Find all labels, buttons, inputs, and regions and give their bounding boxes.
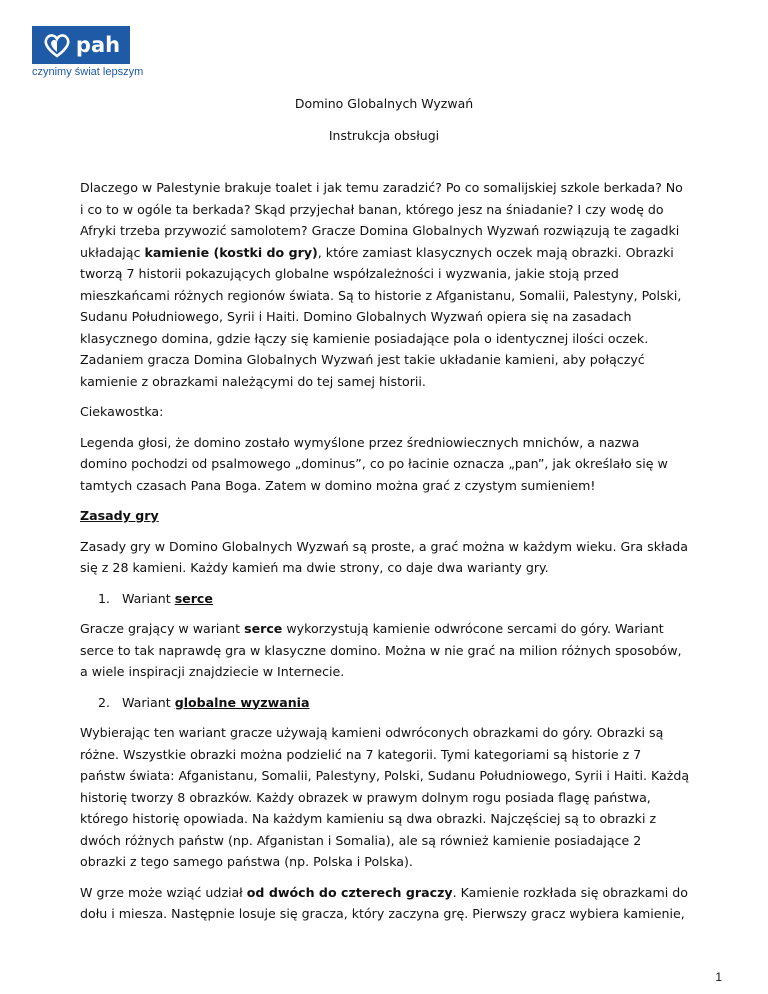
v1-text-a: Gracze grający w wariant: [80, 621, 245, 636]
pah-logo: [32, 26, 130, 64]
players-text-bold: od dwóch do czterech graczy: [246, 884, 453, 900]
variant-prefix: Wariant: [122, 590, 175, 606]
players-text-c: . Kamienie rozkłada się obrazkami do dołu i miesza. Następnie losuje się gracza, który zaczyna grę. Pierwszy gracz wybiera kamienie,: [80, 884, 688, 921]
variant-prefix: Wariant: [122, 694, 175, 710]
trivia-paragraph: Legenda głosi, że domino zostało wymyślone przez średniowiecznych mnichów, a nazwa domino pochodzi od psalmowego „dominus”, co po łacinie oznacza „pan”, jak określało się w tamtych czasach Pana Boga. Zatem w domino można grać z czystym sumieniem!: [80, 434, 668, 493]
heart-icon: [42, 30, 72, 60]
intro-text-1: Dlaczego w Palestynie brakuje toalet i jak temu zaradzić? Po co somalijskiej szkole berkada? No i co to w ogóle ta berkada? Skąd przyjechał banan, którego jesz na śniadanie? I czy wodę do Afryki trzeba przywozić samolotem? Gracze Domina Globalnych Wyzwań rozwiązują te zagadki układając: [80, 180, 683, 260]
intro-text-2: , które zamiast klasycznych oczek mają obrazki. Obrazki tworzą 7 historii pokazujących globalne współzależności i wyzwania, jakie stoją przed mieszkańcami różnych regionów świata. Są to historie z Afganistanu, Somalii, Palestyny, Polski, Sudanu Południowego, Syrii i Haiti. Domino Globalnych Wyzwań opiera się na zasadach klasycznego domina, gdzie łączy się kamienie posiadające pola o identycznej ilości oczek. Zadaniem gracza Domina Globalnych Wyzwań jest takie układanie kamieni, aby połączyć kamienie z obrazkami należącymi do tej samej historii.: [80, 244, 682, 389]
document-title: Domino Globalnych Wyzwań: [294, 96, 474, 111]
logo-tagline: czynimy świat lepszym: [32, 66, 144, 78]
players-paragraph: [80, 882, 690, 925]
v1-text-c: wykorzystują kamienie odwrócone sercami do góry. Wariant serce to tak naprawdę gra w klasyczne domino. Można w nie grać na milion różnych sposobów, a wiele inspiracji znajdziecie w Internecie.: [80, 621, 682, 679]
document-body: [80, 177, 690, 934]
players-text-a: W grze może wziąć udział: [80, 884, 247, 900]
intro-bold: kamienie (kostki do gry): [144, 244, 318, 260]
rules-heading: Zasady gry: [80, 508, 159, 523]
rules-intro: Zasady gry w Domino Globalnych Wyzwań są proste, a grać można w każdym wieku. Gra składa się z 28 kamieni. Każdy kamień ma dwie strony, co daje dwa warianty gry.: [80, 538, 689, 575]
page-number: 1: [715, 970, 722, 984]
list-number: 2.: [98, 694, 111, 710]
document-subtitle: Instrukcja obsługi: [328, 128, 440, 143]
trivia-label: Ciekawostka:: [80, 404, 164, 419]
variant-1-paragraph: [80, 618, 690, 683]
v1-text-bold: serce: [244, 621, 283, 636]
variant-2-item: [80, 692, 690, 714]
variant-2-paragraph: Wybierając ten wariant gracze używają kamieni odwróconych obrazkami do góry. Obrazki są różne. Wszystkie obrazki można podzielić na 7 kategorii. Tymi kategoriami są historie z 7 państw świata: Afganistanu, Somalii, Palestyny, Polski, Sudanu Południowego, Syrii i Haiti. Każdą historię tworzy 8 obrazków. Każdy obrazek w prawym dolnym rogu posiada flagę państwa, którego historię opowiada. Na każdym kamieniu są dwa obrazki. Najczęściej są to obrazki z dwóch różnych państw (np. Afganistan i Somalia), ale są również kamienie posiadające 2 obrazki z tego samego państwa (np. Polska i Polska).: [80, 725, 690, 869]
variant-1-item: [80, 588, 690, 610]
variant-2-name: globalne wyzwania: [174, 694, 310, 710]
variant-1-name: serce: [174, 590, 213, 606]
intro-paragraph: [80, 177, 690, 392]
logo-text: pah: [75, 33, 121, 57]
list-number: 1.: [98, 590, 111, 606]
